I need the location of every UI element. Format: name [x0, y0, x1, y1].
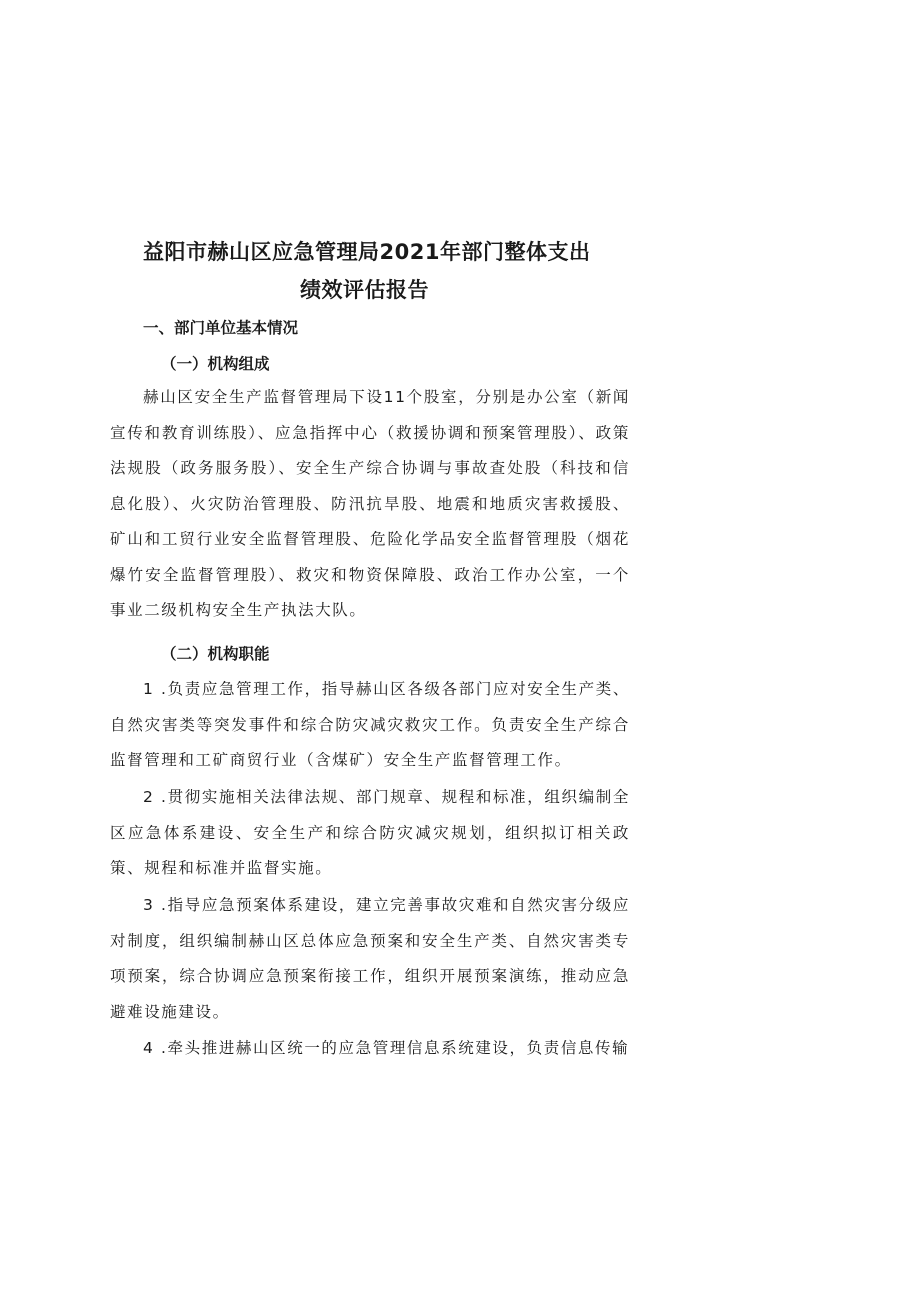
document-title-line-2: 绩效评估报告 [300, 278, 429, 302]
duty-item-1: 1 .负责应急管理工作，指导赫山区各级各部门应对安全生产类、自然灾害类等突发事件和综合防灾减灾救灾工作。负责安全生产综合监督管理和工矿商贸行业（含煤矿）安全生产监督管理工作。 [110, 680, 630, 769]
section-heading-basic-info: 一、部门单位基本情况 [143, 319, 299, 337]
subsection-heading-organization: （一）机构组成 [161, 355, 270, 373]
duty-item-2: 2 .贯彻实施相关法律法规、部门规章、规程和标准，组织编制全区应急体系建设、安全生产和综合防灾减灾规划，组织拟订相关政策、规程和标准并监督实施。 [110, 788, 630, 877]
duty-item-3: 3 .指导应急预案体系建设，建立完善事故灾难和自然灾害分级应对制度，组织编制赫山区总体应急预案和安全生产类、自然灾害类专项预案，综合协调应急预案衔接工作，组织开展预案演练，推动应急避难设施建设。 [110, 896, 630, 1021]
organization-paragraph: 赫山区安全生产监督管理局下设11个股室，分别是办公室（新闻宣传和教育训练股）、应急指挥中心（救援协调和预案管理股）、政策法规股（政务服务股）、安全生产综合协调与事故查处股（科技和信息化股）、火灾防治管理股、防汛抗旱股、地震和地质灾害救援股、矿山和工贸行业安全监督管理股、危险化学品安全监督管理股（烟花爆竹安全监督管理股）、救灾和物资保障股、政治工作办公室，一个事业二级机构安全生产执法大队。 [110, 388, 630, 619]
duty-item-4: 4 .牵头推进赫山区统一的应急管理信息系统建设，负责信息传输 [143, 1039, 630, 1057]
subsection-heading-functions: （二）机构职能 [161, 645, 270, 663]
document-title-line-1: 益阳市赫山区应急管理局2021年部门整体支出 [143, 240, 591, 264]
